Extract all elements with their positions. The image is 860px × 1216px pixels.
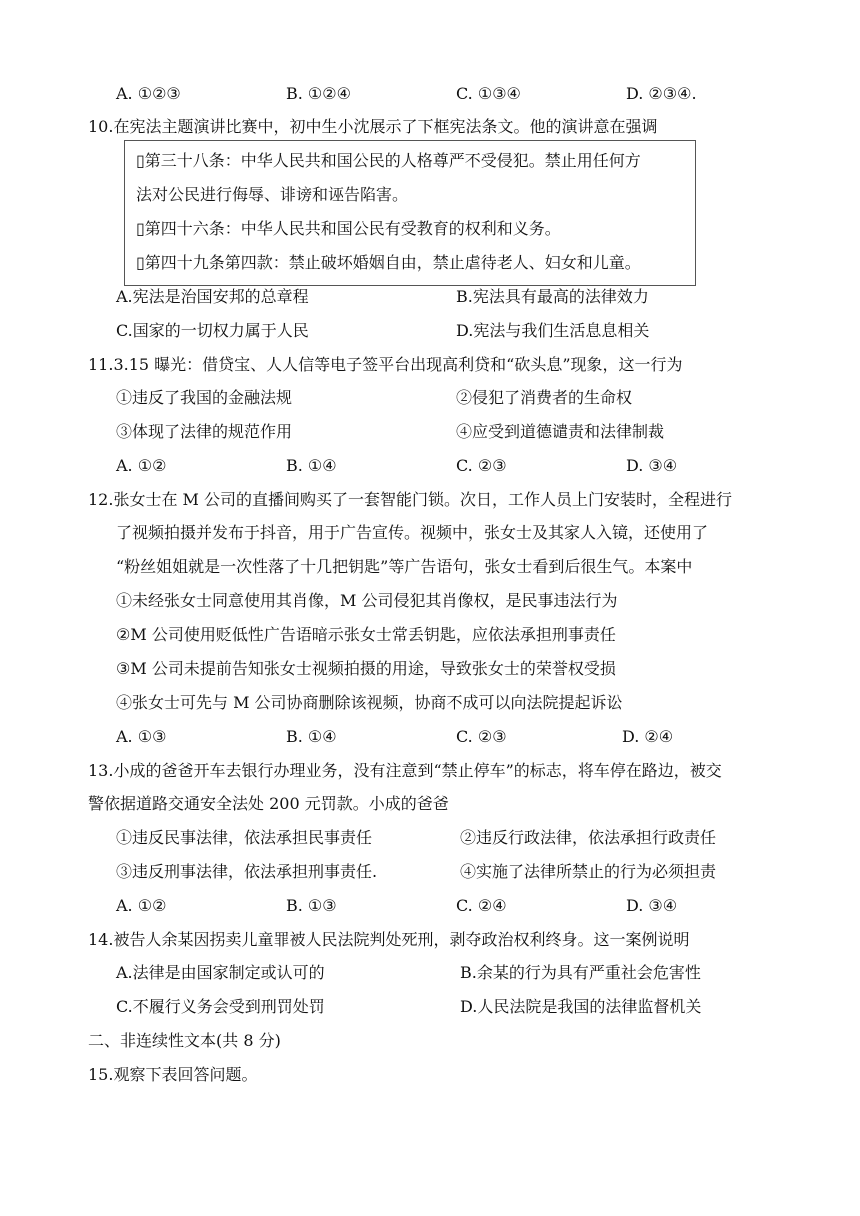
q13-option-c: C. ②④ [456,896,507,915]
q13-stem-line-2: 警依据道路交通安全法处 200 元罚款。小成的爸爸 [88,794,449,813]
q9-option-d: D. ②③④. [626,84,697,103]
q11-option-a: A. ①② [116,456,167,475]
q10-option-d: D.宪法与我们生活息息相关 [456,321,650,340]
q11-item-4: ④应受到道德谴责和法律制裁 [456,422,665,441]
q10-box-line-3: ▯第四十六条：中华人民共和国公民有受教育的权利和义务。 [136,219,561,238]
q12-stem-line-3: “粉丝姐姐就是一次性落了十几把钥匙”等广告语句，张女士看到后很生气。本案中 [116,557,693,576]
q14-option-d: D.人民法院是我国的法律监督机关 [460,997,702,1016]
q9-option-b: B. ①②④ [286,84,351,103]
q12-stem-line-2: 了视频拍摄并发布于抖音，用于广告宣传。视频中，张女士及其家人入镜，还使用了 [116,523,709,542]
q12-option-a: A. ①③ [116,727,167,746]
q13-option-a: A. ①② [116,896,167,915]
q10-box-line-2: 法对公民进行侮辱、诽谤和诬告陷害。 [136,185,409,204]
q11-item-1: ①违反了我国的金融法规 [116,388,293,407]
q10-option-b: B.宪法具有最高的法律效力 [456,287,649,306]
q11-option-b: B. ①④ [286,456,337,475]
q14-stem: 14.被告人余某因拐卖儿童罪被人民法院判处死刑，剥夺政治权利终身。这一案例说明 [88,930,690,949]
q12-item-3: ③M 公司未提前告知张女士视频拍摄的用途，导致张女士的荣誉权受损 [116,659,616,678]
q14-option-c: C.不履行义务会受到刑罚处罚 [116,997,325,1016]
q15-stem: 15.观察下表回答问题。 [88,1065,258,1084]
q13-item-3: ③违反刑事法律，依法承担刑事责任. [116,862,378,881]
q13-item-4: ④实施了法律所禁止的行为必须担责 [460,862,717,881]
q11-option-c: C. ②③ [456,456,507,475]
q13-item-1: ①违反民事法律，依法承担民事责任 [116,828,373,847]
q12-option-c: C. ②③ [456,727,507,746]
q13-stem-line-1: 13.小成的爸爸开车去银行办理业务，没有注意到“禁止停车”的标志，将车停在路边，被交 [88,761,722,780]
q11-item-3: ③体现了法律的规范作用 [116,422,293,441]
q9-option-a: A. ①②③ [116,84,181,103]
q11-option-d: D. ③④ [626,456,678,475]
q10-box-line-4: ▯第四十九条第四款：禁止破坏婚姻自由，禁止虐待老人、妇女和儿童。 [136,253,641,272]
q9-option-c: C. ①③④ [456,84,521,103]
q12-item-1: ①未经张女士同意使用其肖像，M 公司侵犯其肖像权，是民事违法行为 [116,591,618,610]
q10-stem: 10.在宪法主题演讲比赛中，初中生小沈展示了下框宪法条文。他的演讲意在强调 [88,117,658,136]
q12-option-b: B. ①④ [286,727,337,746]
q12-stem-line-1: 12.张女士在 M 公司的直播间购买了一套智能门锁。次日，工作人员上门安装时，全程进行 [88,490,733,509]
q10-option-a: A.宪法是治国安邦的总章程 [116,287,309,306]
q12-item-4: ④张女士可先与 M 公司协商删除该视频，协商不成可以向法院提起诉讼 [116,693,623,712]
q11-stem: 11.3.15 曝光：借贷宝、人人信等电子签平台出现高利贷和“砍头息”现象，这一行为 [88,355,683,374]
q12-item-2: ②M 公司使用贬低性广告语暗示张女士常丢钥匙，应依法承担刑事责任 [116,625,616,644]
q13-option-d: D. ③④ [626,896,678,915]
q13-item-2: ②违反行政法律，依法承担行政责任 [460,828,717,847]
q14-option-a: A.法律是由国家制定或认可的 [116,963,325,982]
q11-item-2: ②侵犯了消费者的生命权 [456,388,633,407]
q14-option-b: B.余某的行为具有严重社会危害性 [460,963,701,982]
section-2-title: 二、非连续性文本(共 8 分) [88,1031,281,1050]
q10-box-line-1: ▯第三十八条：中华人民共和国公民的人格尊严不受侵犯。禁止用任何方 [136,151,641,170]
q13-option-b: B. ①③ [286,896,337,915]
q12-option-d: D. ②④ [622,727,674,746]
q10-option-c: C.国家的一切权力属于人民 [116,321,309,340]
